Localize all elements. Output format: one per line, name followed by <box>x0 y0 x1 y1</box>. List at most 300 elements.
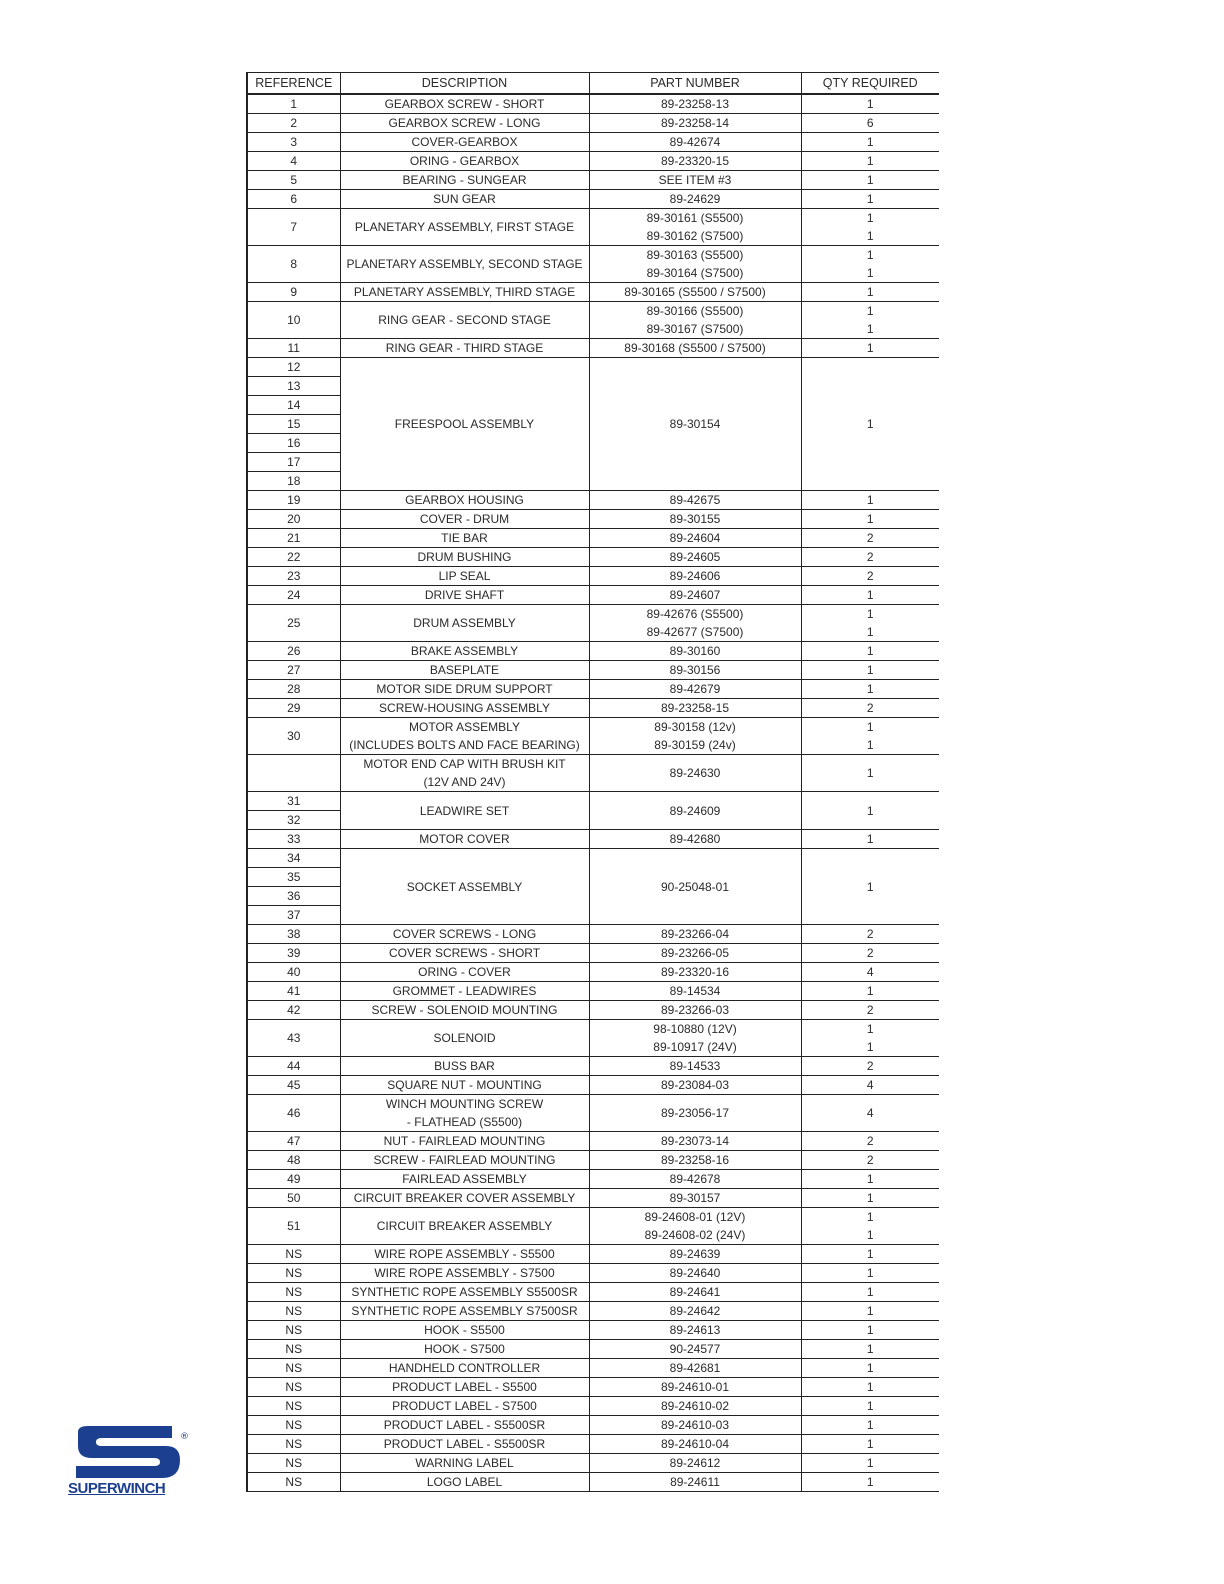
reference-cell: 47 <box>247 1132 340 1151</box>
part-number-cell <box>589 510 801 529</box>
table-row <box>247 491 939 510</box>
description-line: WINCH MOUNTING SCREW <box>385 1097 544 1111</box>
part-number-line: 89-42675 <box>669 493 721 507</box>
part-number-line: 89-24641 <box>669 1285 721 1299</box>
qty-line: 1 <box>866 1172 874 1186</box>
qty-cell <box>801 1397 939 1416</box>
qty-line: 1 <box>866 588 874 602</box>
part-number-line: 89-30157 <box>669 1191 721 1205</box>
qty-cell <box>801 491 939 510</box>
part-number-cell <box>589 171 801 190</box>
part-number-line: 89-30165 (S5500 / S7500) <box>624 285 766 299</box>
qty-line: 1 <box>866 1475 874 1489</box>
description-cell <box>340 1132 589 1151</box>
table-row <box>247 529 939 548</box>
part-number-line: 89-24629 <box>669 192 721 206</box>
qty-line: 1 <box>866 211 874 225</box>
table-row <box>247 830 939 849</box>
part-number-line: 89-24610-01 <box>660 1380 730 1394</box>
description-line: FAIRLEAD ASSEMBLY <box>402 1172 527 1186</box>
part-number-cell <box>589 963 801 982</box>
qty-cell <box>801 605 939 642</box>
qty-line: 2 <box>866 531 874 545</box>
description-cell <box>340 1454 589 1473</box>
reference-cell: 17 <box>247 453 340 472</box>
qty-line: 2 <box>866 550 874 564</box>
reference-cell: 8 <box>247 246 340 283</box>
reference-cell: 5 <box>247 171 340 190</box>
qty-line: 1 <box>866 1342 874 1356</box>
part-number-cell <box>589 1454 801 1473</box>
qty-line: 1 <box>866 154 874 168</box>
description-line: SQUARE NUT - MOUNTING <box>387 1078 542 1092</box>
part-number-line: 89-23266-05 <box>660 946 730 960</box>
qty-line: 1 <box>866 493 874 507</box>
qty-line: 1 <box>866 1247 874 1261</box>
qty-cell <box>801 302 939 339</box>
reference-cell: 31 <box>247 792 340 811</box>
reference-cell: NS <box>247 1359 340 1378</box>
description-line: GEARBOX SCREW - SHORT <box>384 97 545 111</box>
reference-cell: 24 <box>247 586 340 605</box>
description-cell <box>340 1076 589 1095</box>
description-cell <box>340 1283 589 1302</box>
qty-line: 1 <box>866 803 874 818</box>
table-row <box>247 1302 939 1321</box>
table-body <box>247 94 939 1492</box>
table-row <box>247 680 939 699</box>
description-line: LIP SEAL <box>438 569 491 583</box>
description-cell <box>340 529 589 548</box>
description-line: PRODUCT LABEL - S5500SR <box>383 1437 546 1451</box>
description-cell <box>340 605 589 642</box>
description-cell <box>340 586 589 605</box>
qty-cell <box>801 339 939 358</box>
reference-cell: 37 <box>247 906 340 925</box>
part-number-line: 89-23056-17 <box>660 1106 730 1120</box>
part-number-line: 89-30168 (S5500 / S7500) <box>624 341 766 355</box>
part-number-cell <box>589 1245 801 1264</box>
qty-line: 1 <box>866 984 874 998</box>
part-number-cell <box>589 1416 801 1435</box>
part-number-line: 89-30163 (S5500) <box>646 248 744 262</box>
description-line: ORING - GEARBOX <box>409 154 520 168</box>
qty-line: 1 <box>866 192 874 206</box>
description-cell <box>340 792 589 830</box>
part-number-cell <box>589 586 801 605</box>
qty-cell <box>801 510 939 529</box>
reference-cell: 32 <box>247 811 340 830</box>
qty-line: 4 <box>866 1106 874 1120</box>
description-cell <box>340 680 589 699</box>
table-row <box>247 1397 939 1416</box>
description-line: RING GEAR - SECOND STAGE <box>378 313 551 327</box>
part-number-cell <box>589 190 801 209</box>
description-cell <box>340 1245 589 1264</box>
reference-cell: 25 <box>247 605 340 642</box>
description-line: HOOK - S5500 <box>424 1323 505 1337</box>
part-number-line: 89-24630 <box>669 766 721 780</box>
description-line: COVER - DRUM <box>419 512 510 526</box>
reference-cell: NS <box>247 1283 340 1302</box>
qty-cell <box>801 1454 939 1473</box>
part-number-line: 89-23266-04 <box>660 927 730 941</box>
part-number-line: 89-14534 <box>669 984 721 998</box>
qty-cell <box>801 1189 939 1208</box>
part-number-cell <box>589 114 801 133</box>
description-line: TIE BAR <box>441 531 488 545</box>
part-number-cell <box>589 792 801 830</box>
description-cell <box>340 1416 589 1435</box>
qty-cell <box>801 963 939 982</box>
description-line: MOTOR ASSEMBLY <box>409 720 520 734</box>
part-number-cell <box>589 339 801 358</box>
part-number-cell <box>589 925 801 944</box>
description-line: SOLENOID <box>433 1031 496 1045</box>
qty-cell <box>801 982 939 1001</box>
table-row <box>247 94 939 114</box>
table-row <box>247 1359 939 1378</box>
description-line: HANDHELD CONTROLLER <box>388 1361 541 1375</box>
qty-line: 1 <box>866 720 874 734</box>
qty-cell <box>801 1076 939 1095</box>
description-line: SYNTHETIC ROPE ASSEMBLY S5500SR <box>351 1285 578 1299</box>
reference-cell: 48 <box>247 1151 340 1170</box>
qty-line: 1 <box>866 738 874 752</box>
part-number-line: 89-42677 (S7500) <box>646 625 744 639</box>
qty-line: 2 <box>866 946 874 960</box>
description-cell <box>340 491 589 510</box>
part-number-cell <box>589 1302 801 1321</box>
description-cell <box>340 133 589 152</box>
parts-table <box>246 72 939 1492</box>
qty-line: 6 <box>866 116 874 130</box>
reference-cell: 6 <box>247 190 340 209</box>
part-number-cell <box>589 1397 801 1416</box>
part-number-cell <box>589 94 801 114</box>
description-cell <box>340 1359 589 1378</box>
table-row <box>247 1057 939 1076</box>
table-row <box>247 1151 939 1170</box>
qty-line: 1 <box>866 1456 874 1470</box>
table-row <box>247 925 939 944</box>
qty-cell <box>801 94 939 114</box>
qty-line: 1 <box>866 832 874 846</box>
part-number-line: 89-24606 <box>669 569 721 583</box>
qty-line: 1 <box>866 879 874 894</box>
description-cell <box>340 944 589 963</box>
qty-line: 2 <box>866 701 874 715</box>
qty-line: 1 <box>866 266 874 280</box>
table-row <box>247 1076 939 1095</box>
qty-cell <box>801 1001 939 1020</box>
part-number-header: PART NUMBER <box>589 73 801 95</box>
table-row <box>247 1454 939 1473</box>
table-row <box>247 133 939 152</box>
qty-line: 1 <box>866 1304 874 1318</box>
description-header: DESCRIPTION <box>340 73 589 95</box>
description-line: PRODUCT LABEL - S5500 <box>392 1380 537 1394</box>
reference-cell: 50 <box>247 1189 340 1208</box>
part-number-cell <box>589 1321 801 1340</box>
reference-cell: 51 <box>247 1208 340 1245</box>
table-row <box>247 1245 939 1264</box>
description-cell <box>340 190 589 209</box>
reference-cell: NS <box>247 1473 340 1492</box>
table-row <box>247 114 939 133</box>
part-number-cell <box>589 642 801 661</box>
qty-line: 1 <box>866 1399 874 1413</box>
table-row <box>247 792 939 811</box>
part-number-line: 89-24607 <box>669 588 721 602</box>
part-number-cell <box>589 605 801 642</box>
reference-cell: NS <box>247 1264 340 1283</box>
part-number-cell <box>589 1435 801 1454</box>
part-number-line: 89-24608-02 (24V) <box>644 1228 746 1242</box>
description-cell <box>340 209 589 246</box>
part-number-line: 89-30158 (12v) <box>654 720 736 734</box>
qty-line: 1 <box>866 304 874 318</box>
part-number-line: 89-23258-15 <box>660 701 730 715</box>
table-row <box>247 1170 939 1189</box>
qty-cell <box>801 699 939 718</box>
table-row <box>247 1283 939 1302</box>
table-row <box>247 190 939 209</box>
description-line: HOOK - S7500 <box>424 1342 505 1356</box>
part-number-line: 89-24612 <box>669 1456 721 1470</box>
reference-cell: NS <box>247 1397 340 1416</box>
superwinch-s-logo-icon <box>68 1424 188 1480</box>
part-number-line: 89-42681 <box>669 1361 721 1375</box>
description-cell <box>340 1435 589 1454</box>
registered-mark: ® <box>180 1432 189 1442</box>
table-row <box>247 982 939 1001</box>
table-row <box>247 1435 939 1454</box>
qty-cell <box>801 1435 939 1454</box>
part-number-line: 89-10917 (24V) <box>653 1040 737 1054</box>
description-cell <box>340 830 589 849</box>
part-number-line: 89-23258-14 <box>660 116 730 130</box>
description-line: COVER SCREWS - LONG <box>392 927 537 941</box>
part-number-line: 89-24610-02 <box>660 1399 730 1413</box>
qty-cell <box>801 830 939 849</box>
description-cell <box>340 114 589 133</box>
part-number-cell <box>589 491 801 510</box>
qty-cell <box>801 548 939 567</box>
qty-cell <box>801 680 939 699</box>
part-number-cell <box>589 944 801 963</box>
qty-cell <box>801 1151 939 1170</box>
description-line: PLANETARY ASSEMBLY, SECOND STAGE <box>346 257 583 271</box>
part-number-cell <box>589 529 801 548</box>
table-row <box>247 642 939 661</box>
reference-cell: 19 <box>247 491 340 510</box>
qty-cell <box>801 1359 939 1378</box>
part-number-line: 89-30155 <box>669 512 721 526</box>
qty-line: 1 <box>866 644 874 658</box>
description-line: BEARING - SUNGEAR <box>402 173 527 187</box>
qty-cell <box>801 190 939 209</box>
qty-cell <box>801 133 939 152</box>
qty-line: 4 <box>866 1078 874 1092</box>
description-line: (INCLUDES BOLTS AND FACE BEARING) <box>349 738 580 752</box>
description-cell <box>340 171 589 190</box>
qty-line: 4 <box>866 965 874 979</box>
reference-cell: NS <box>247 1378 340 1397</box>
qty-cell <box>801 114 939 133</box>
qty-line: 2 <box>866 1003 874 1017</box>
qty-cell <box>801 358 939 491</box>
qty-cell <box>801 209 939 246</box>
reference-cell: 23 <box>247 567 340 586</box>
qty-cell <box>801 1340 939 1359</box>
description-line: MOTOR END CAP WITH BRUSH KIT <box>363 757 566 771</box>
qty-line: 1 <box>866 1210 874 1224</box>
description-line: RING GEAR - THIRD STAGE <box>385 341 544 355</box>
qty-line: 1 <box>866 1022 874 1036</box>
reference-cell <box>247 755 340 792</box>
table-row <box>247 1416 939 1435</box>
reference-cell: 15 <box>247 415 340 434</box>
part-number-cell <box>589 1057 801 1076</box>
qty-cell <box>801 1473 939 1492</box>
part-number-cell <box>589 1208 801 1245</box>
part-number-line: 89-30167 (S7500) <box>646 322 744 336</box>
description-cell <box>340 152 589 171</box>
part-number-cell <box>589 1473 801 1492</box>
table-row <box>247 548 939 567</box>
description-cell <box>340 1378 589 1397</box>
description-cell <box>340 246 589 283</box>
part-number-cell <box>589 283 801 302</box>
part-number-line: 89-30161 (S5500) <box>646 211 744 225</box>
description-line: WIRE ROPE ASSEMBLY - S7500 <box>374 1266 555 1280</box>
qty-line: 1 <box>866 248 874 262</box>
reference-cell: 29 <box>247 699 340 718</box>
qty-cell <box>801 1302 939 1321</box>
qty-line: 1 <box>866 663 874 677</box>
reference-cell: NS <box>247 1302 340 1321</box>
table-row <box>247 510 939 529</box>
qty-line: 1 <box>866 512 874 526</box>
qty-cell <box>801 1208 939 1245</box>
reference-cell: 2 <box>247 114 340 133</box>
reference-cell: 46 <box>247 1095 340 1132</box>
description-line: BUSS BAR <box>434 1059 495 1073</box>
part-number-line: 89-24608-01 (12V) <box>644 1210 746 1224</box>
table-row <box>247 1001 939 1020</box>
reference-cell: 38 <box>247 925 340 944</box>
description-line: LEADWIRE SET <box>419 803 510 818</box>
description-cell <box>340 1340 589 1359</box>
description-cell <box>340 718 589 755</box>
qty-cell <box>801 1378 939 1397</box>
reference-cell: 43 <box>247 1020 340 1057</box>
description-line: COVER-GEARBOX <box>411 135 518 149</box>
part-number-line: 89-42679 <box>669 682 721 696</box>
reference-cell: 12 <box>247 358 340 377</box>
table-row <box>247 1321 939 1340</box>
part-number-line: 89-24610-03 <box>660 1418 730 1432</box>
table-row <box>247 358 939 377</box>
part-number-cell <box>589 152 801 171</box>
qty-line: 2 <box>866 927 874 941</box>
description-cell <box>340 567 589 586</box>
part-number-cell <box>589 1283 801 1302</box>
table-row <box>247 171 939 190</box>
superwinch-logo <box>68 1424 188 1500</box>
qty-line: 1 <box>866 135 874 149</box>
part-number-cell <box>589 1340 801 1359</box>
description-line: CIRCUIT BREAKER COVER ASSEMBLY <box>353 1191 576 1205</box>
part-number-cell <box>589 1020 801 1057</box>
qty-cell <box>801 1416 939 1435</box>
reference-cell: 41 <box>247 982 340 1001</box>
qty-line: 1 <box>866 322 874 336</box>
reference-cell: 1 <box>247 94 340 114</box>
table-row <box>247 1264 939 1283</box>
qty-cell <box>801 1245 939 1264</box>
qty-cell <box>801 642 939 661</box>
part-number-cell <box>589 718 801 755</box>
part-number-line: 89-30159 (24v) <box>654 738 736 752</box>
qty-line: 1 <box>866 1437 874 1451</box>
qty-cell <box>801 1321 939 1340</box>
part-number-cell <box>589 1001 801 1020</box>
table-row <box>247 1473 939 1492</box>
part-number-cell <box>589 1359 801 1378</box>
qty-line: 1 <box>866 1191 874 1205</box>
reference-cell: 27 <box>247 661 340 680</box>
part-number-line: 89-23258-13 <box>660 97 730 111</box>
description-line: NUT - FAIRLEAD MOUNTING <box>383 1134 546 1148</box>
part-number-cell <box>589 830 801 849</box>
part-number-cell <box>589 1132 801 1151</box>
reference-header: REFERENCE <box>247 73 340 95</box>
table-row <box>247 661 939 680</box>
part-number-line: 89-24640 <box>669 1266 721 1280</box>
description-line: PLANETARY ASSEMBLY, THIRD STAGE <box>353 285 576 299</box>
part-number-line: 89-23266-03 <box>660 1003 730 1017</box>
qty-line: 1 <box>866 1040 874 1054</box>
reference-cell: 40 <box>247 963 340 982</box>
table-row <box>247 1189 939 1208</box>
description-cell <box>340 1397 589 1416</box>
description-line: WARNING LABEL <box>415 1456 514 1470</box>
description-line: SCREW - FAIRLEAD MOUNTING <box>373 1153 556 1167</box>
description-line: COVER SCREWS - SHORT <box>388 946 541 960</box>
reference-cell: 3 <box>247 133 340 152</box>
table-row <box>247 339 939 358</box>
qty-line: 2 <box>866 569 874 583</box>
qty-cell <box>801 792 939 830</box>
qty-cell <box>801 1264 939 1283</box>
description-line: FREESPOOL ASSEMBLY <box>394 417 535 431</box>
table-row <box>247 1378 939 1397</box>
reference-cell: 9 <box>247 283 340 302</box>
qty-line: 2 <box>866 1153 874 1167</box>
reference-cell: NS <box>247 1416 340 1435</box>
reference-cell: 44 <box>247 1057 340 1076</box>
reference-cell: 20 <box>247 510 340 529</box>
table-row <box>247 152 939 171</box>
description-line: SOCKET ASSEMBLY <box>406 879 523 894</box>
description-cell <box>340 982 589 1001</box>
description-cell <box>340 661 589 680</box>
part-number-cell <box>589 849 801 925</box>
part-number-cell <box>589 1151 801 1170</box>
description-cell <box>340 339 589 358</box>
